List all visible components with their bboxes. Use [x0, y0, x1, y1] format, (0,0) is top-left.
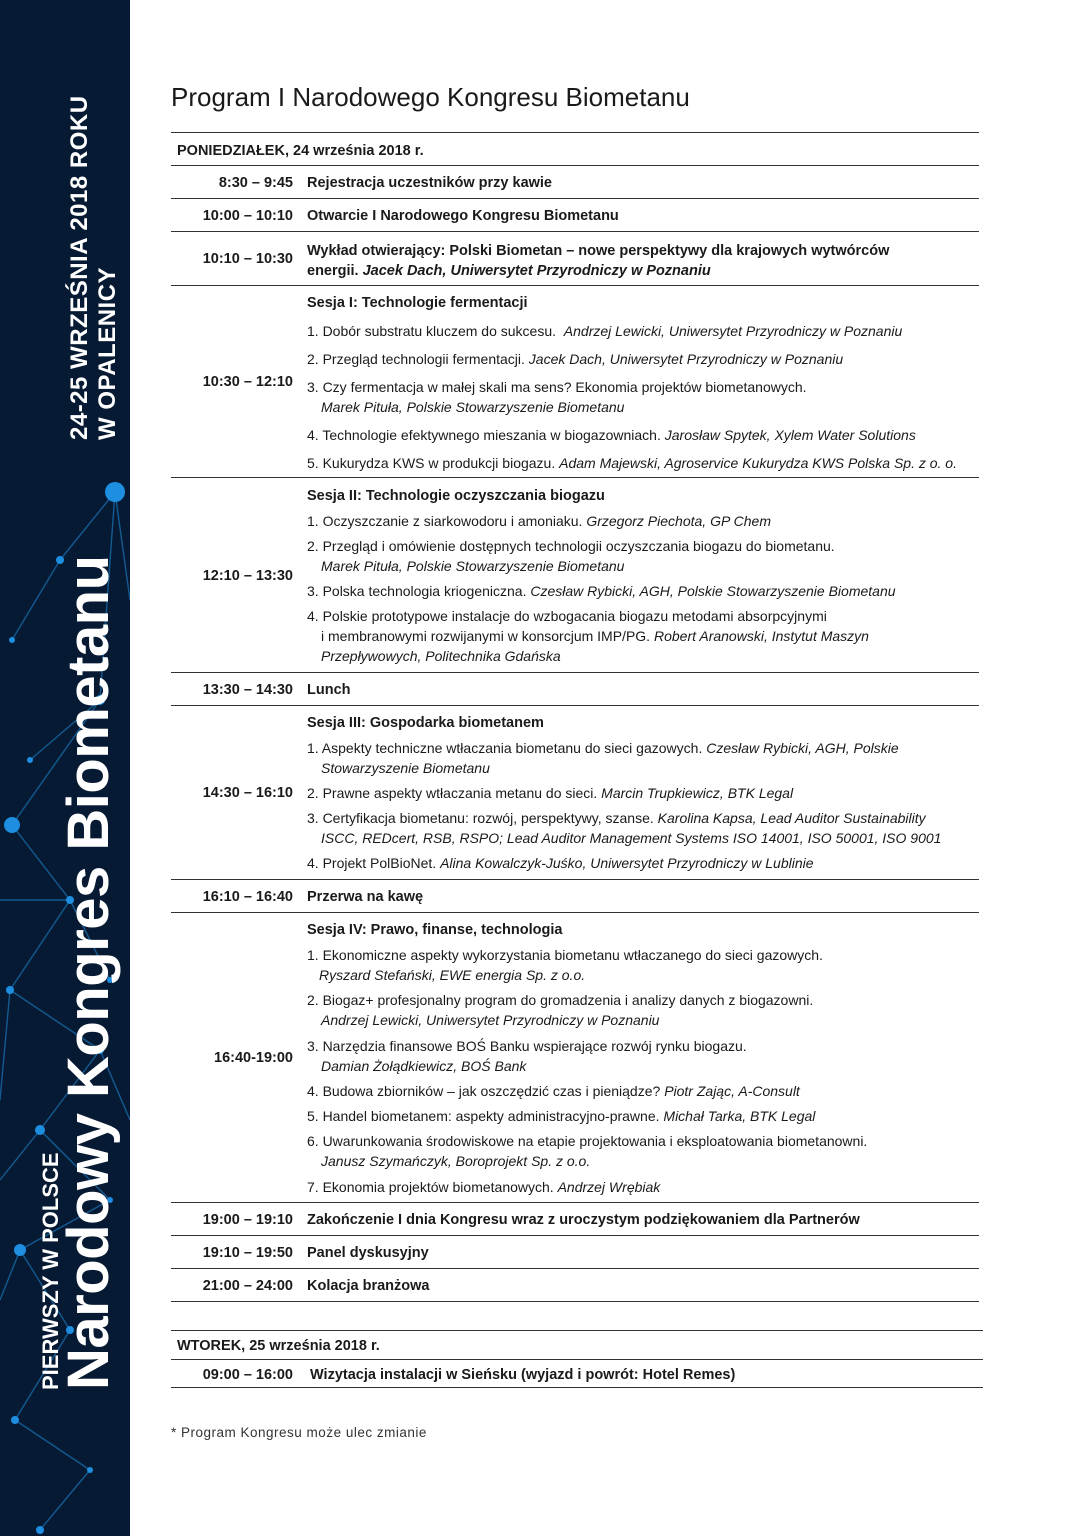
- list-item: 5. Handel biometanem: aspekty administracyjno-prawne. Michał Tarka, BTK Legal: [307, 1108, 816, 1124]
- list-item: 1. Ekonomiczne aspekty wykorzystania biometanu wtłaczanego do sieci gazowych. Ryszard Stefański, EWE energia Sp. z o.o.: [307, 947, 823, 983]
- agenda-title: Wykład otwierający: Polski Biometan – nowe perspektywy dla krajowych wytwórców energii. Jacek Dach, Uniwersytet Przyrodniczy w Poznaniu: [307, 243, 890, 279]
- session-1: [171, 285, 979, 477]
- list-item: 3. Polska technologia kriogeniczna. Czesław Rybicki, AGH, Polskie Stowarzyszenie Biometanu: [307, 583, 896, 599]
- list-item: 4. Projekt PolBioNet. Alina Kowalczyk-Juśko, Uniwersytet Przyrodniczy w Lublinie: [307, 855, 814, 871]
- list-item: 2. Biogaz+ profesjonalny program do gromadzenia i analizy danych z biogazowni. Andrzej Lewicki, Uniwersytet Przyrodniczy w Poznaniu: [307, 992, 814, 1028]
- agenda-title: Rejestracja uczestników przy kawie: [307, 175, 552, 191]
- list-item: 4. Budowa zbiorników – jak oszczędzić czas i pieniądze? Piotr Zając, A-Consult: [307, 1083, 800, 1099]
- session-2: [171, 477, 979, 672]
- table-row: [171, 1235, 979, 1268]
- table-row: [171, 1202, 979, 1235]
- speaker: Jacek Dach, Uniwersytet Przyrodniczy w Poznaniu: [362, 263, 711, 279]
- agenda-title: Przerwa na kawę: [307, 889, 424, 905]
- time-slot: 14:30 – 16:10: [202, 785, 293, 801]
- day-header-tuesday: WTOREK, 25 września 2018 r.: [171, 1330, 983, 1359]
- table-row: [171, 672, 979, 705]
- list-item: 4. Technologie efektywnego mieszania w biogazowniach. Jarosław Spytek, Xylem Water Solutions: [307, 427, 916, 443]
- time-slot: 16:10 – 16:40: [202, 889, 293, 905]
- session-title: Sesja I: Technologie fermentacji: [307, 295, 528, 311]
- day-header-monday: PONIEDZIAŁEK, 24 września 2018 r.: [171, 132, 979, 165]
- table-row: [171, 198, 979, 231]
- time-slot: 19:00 – 19:10: [202, 1212, 293, 1228]
- list-item: 7. Ekonomia projektów biometanowych. Andrzej Wrębiak: [307, 1179, 661, 1195]
- time-slot: 09:00 – 16:00: [202, 1367, 293, 1383]
- time-slot: 12:10 – 13:30: [202, 568, 293, 584]
- page-title: Program I Narodowego Kongresu Biometanu: [171, 82, 690, 112]
- agenda-title: Kolacja branżowa: [307, 1278, 430, 1294]
- session-title: Sesja II: Technologie oczyszczania biogazu: [307, 488, 605, 504]
- list-item: 3. Czy fermentacja w małej skali ma sens? Ekonomia projektów biometanowych. Marek Pituła, Polskie Stowarzyszenie Biometanu: [307, 379, 807, 415]
- list-item: 2. Prawne aspekty wtłaczania metanu do sieci. Marcin Trupkiewicz, BTK Legal: [307, 785, 794, 801]
- table-row: [171, 1359, 983, 1388]
- session-3: [171, 705, 979, 879]
- event-date: 24-25 WRZEŚNIA 2018 ROKU: [66, 95, 93, 440]
- time-slot: 10:10 – 10:30: [202, 251, 293, 267]
- table-row: [171, 231, 979, 285]
- divider: [171, 1301, 979, 1302]
- event-location: W OPALENICY: [94, 266, 121, 440]
- list-item: 2. Przegląd technologii fermentacji. Jacek Dach, Uniwersytet Przyrodniczy w Poznaniu: [307, 351, 844, 367]
- list-item: 5. Kukurydza KWS w produkcji biogazu. Adam Majewski, Agroservice Kukurydza KWS Polska Sp. z o. o.: [307, 455, 957, 471]
- agenda-title: Wizytacja instalacji w Sieńsku (wyjazd i powrót: Hotel Remes): [310, 1367, 736, 1383]
- session-4: [171, 912, 979, 1202]
- list-item: 6. Uwarunkowania środowiskowe na etapie projektowania i eksploatowania biometanowni. Janusz Szymańczyk, Boroprojekt Sp. z o.o.: [307, 1133, 868, 1169]
- table-row: [171, 1268, 979, 1301]
- time-slot: 21:00 – 24:00: [202, 1278, 293, 1294]
- list-item: 3. Narzędzia finansowe BOŚ Banku wspierające rozwój rynku biogazu. Damian Żołądkiewicz, BOŚ Bank: [307, 1038, 747, 1074]
- list-item: 3. Certyfikacja biometanu: rozwój, perspektywy, szanse. Karolina Kapsa, Lead Auditor Sustainability ISCC, REDcert, RSB, RSPO; Lead Auditor Management Systems ISO 14001, ISO 50001, ISO 9001: [307, 810, 942, 846]
- time-slot: 10:00 – 10:10: [202, 208, 293, 224]
- table-row: [171, 879, 979, 912]
- footnote: * Program Kongresu może ulec zmianie: [171, 1425, 427, 1440]
- session-title: Sesja IV: Prawo, finanse, technologia: [307, 922, 563, 938]
- list-item: 1. Oczyszczanie z siarkowodoru i amoniaku. Grzegorz Piechota, GP Chem: [307, 513, 772, 529]
- time-slot: 16:40-19:00: [214, 1050, 293, 1066]
- event-tagline: PIERWSZY W POLSCE: [38, 1152, 63, 1390]
- time-slot: 19:10 – 19:50: [202, 1245, 293, 1261]
- session-title: Sesja III: Gospodarka biometanem: [307, 715, 544, 731]
- agenda-title: Lunch: [307, 682, 351, 698]
- list-item: 2. Przegląd i omówienie dostępnych technologii oczyszczania biogazu do biometanu. Marek Pituła, Polskie Stowarzyszenie Biometanu: [307, 538, 835, 574]
- list-item: 1. Dobór substratu kluczem do sukcesu. Andrzej Lewicki, Uniwersytet Przyrodniczy w Poznaniu: [307, 323, 903, 339]
- agenda-title: Zakończenie I dnia Kongresu wraz z uroczystym podziękowaniem dla Partnerów: [307, 1212, 860, 1228]
- time-slot: 10:30 – 12:10: [202, 374, 293, 390]
- table-row: [171, 165, 979, 198]
- time-slot: 8:30 – 9:45: [218, 175, 293, 191]
- agenda-title: Otwarcie I Narodowego Kongresu Biometanu: [307, 208, 619, 224]
- sidebar-banner: [0, 0, 130, 1536]
- list-item: 1. Aspekty techniczne wtłaczania biometanu do sieci gazowych. Czesław Rybicki, AGH, Polskie Stowarzyszenie Biometanu: [307, 740, 899, 776]
- event-title: Narodowy Kongres Biometanu: [56, 555, 121, 1390]
- divider: [171, 1387, 983, 1388]
- time-slot: 13:30 – 14:30: [202, 682, 293, 698]
- agenda-title: Panel dyskusyjny: [307, 1245, 429, 1261]
- list-item: 4. Polskie prototypowe instalacje do wzbogacania biogazu metodami absorpcyjnymi i membranowymi rozwijanymi w konsorcjum IMP/PG. Robert Aranowski, Instytut Maszyn Przepływowych, Politechnika Gdańska: [307, 608, 869, 664]
